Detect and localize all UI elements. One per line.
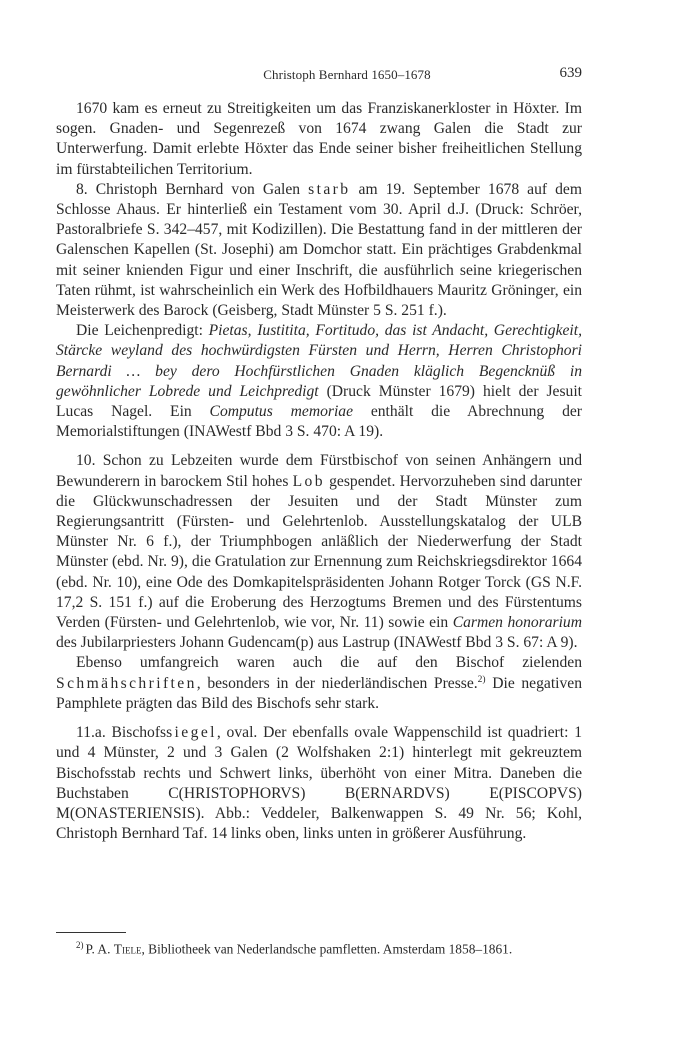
paragraph-praise (56, 451, 582, 653)
paragraph-funeral-sermon (56, 321, 582, 442)
text-run: am 19. September 1678 auf dem Schlosse Ahaus. Er hinterließ ein Testament vom 30. April d.J. (Druck: Schröer, Pastoralbriefe S. 342–457, mit Kodizillen). Die Bestattung fand in der mittleren der Galenschen Kapellen (St. Josephi) am Domchor statt. Ein prächtiges Grabdenkmal mit seiner knienden Figur und einer Inschrift, die ausführlich seine kriegerischen Taten rühmt, ist wahrscheinlich ein Werk des Hofbildhauers Mauritz Gröninger, ein Meisterwerk des Barock (Geisberg, Stadt Münster 5 S. 251 f.). (56, 180, 582, 320)
sermon-title: Pietas, Iustitita, Fortitudo, das ist Andacht, Gerechtigkeit, Stärcke weyland des hochwürdigsten Fürsten und Herrn, Herren Christophori Bernardi … bey dero Hochfürstlichen Gnaden kläglich Begencknüß in gewöhnlicher Lobrede und Leichpredigt (56, 322, 582, 400)
text-run: P. A. (85, 941, 114, 957)
paragraph-hoexter: 1670 kam es erneut zu Streitigkeiten um das Franziskanerkloster in Höxter. Im sogen. Gnaden- und Segenrezeß von 1674 zwang Galen die Stadt zur Unterwerfung. Damit erlebte Höxter das Ende seiner bisher freiheitlichen Stellung im fürstabteilichen Territorium. (56, 100, 582, 178)
running-head: Christoph Bernhard 1650–1678 (263, 67, 431, 82)
paragraph-death (56, 180, 582, 321)
text-run: Ebenso umfangreich waren auch die auf den Bischof zielenden (76, 654, 582, 672)
text-run: (Druck Münster 1679) hielt der Jesuit Lucas Nagel. Ein (56, 382, 582, 421)
computus-title: Computus memoriae (209, 403, 353, 421)
author-name: Tiele (113, 941, 142, 957)
spaced-term-schmaehschriften: Schmähschriften (56, 674, 197, 692)
footnote-divider (56, 932, 126, 933)
spaced-term-lob: Lob (292, 472, 325, 490)
text-run: , Bibliotheek van Nederlandsche pamfletten. Amsterdam 1858–1861. (141, 941, 513, 957)
text-run: gespendet. Hervorzuheben sind darunter die Glückwunschadressen der Jesuiten und der Stadt Münster zum Regierungsantritt (Fürsten- und Gelehrtenlob. Ausstellungskatalog der ULB Münster Nr. 6 f.), der Triumphbogen anläßlich der Niederwerfung der Stadt Münster (ebd. Nr. 9), die Gratulation zur Ernennung zum Reichskriegsdirektor 1664 (ebd. Nr. 10), eine Ode des Domkapitelspräsidenten Johann Rotger Torck (GS N.F. 17,2 S. 151 f.) auf die Eroberung des Herzogtums Bremen und des Fürstentums Verden (Fürsten- und Gelehrtenlob, wie vor, Nr. 11) sowie ein (56, 472, 583, 632)
footnote-reference[interactable]: 2) (477, 674, 486, 685)
page-number: 639 (559, 65, 582, 81)
text-run: Die negativen Pamphlete prägten das Bild des Bischofs sehr stark. (56, 674, 582, 712)
footnote (76, 936, 582, 958)
spaced-term-starb: starb (308, 180, 351, 198)
text-run: , oval. Der ebenfalls ovale Wappenschild ist quadriert: 1 und 4 Münster, 2 und 3 Galen (2 Wolfshaken 2:1) hinterlegt mit gekreuztem Bischofsstab rechts und Schwert links, überhöht von einer Mitra. Daneben die Buchstaben C(HRISTOPHORVS) B(ERNARDVS) E(PISCOPVS) M(ONASTERIENSIS). Abb.: Veddeler, Balkenwappen S. 49 Nr. 56; Kohl, Christoph Bernhard Taf. 14 links oben, links unten in größerer Ausführung. (56, 724, 582, 843)
page-header (112, 66, 582, 86)
carmen-title: Carmen honorarium (452, 614, 582, 632)
text-run: 11.a. Bischofs (76, 724, 167, 742)
text-run: 10. Schon zu Lebzeiten wurde dem Fürstbischof von seinen Anhängern und Bewunderern in barockem Stil hohes (56, 452, 582, 490)
footnote-mark: 2) (76, 940, 84, 950)
text-run: enthält die Abrechnung der Memorialstiftungen (INAWestf Bbd 3 S. 470: A 19). (56, 403, 582, 441)
text-run: 8. Christoph Bernhard von Galen (76, 180, 309, 198)
body-text (56, 99, 582, 844)
paragraph-seal (56, 723, 582, 844)
text-run: Die Leichenpredigt: (76, 322, 209, 340)
spaced-term-siegel: siegel (166, 724, 217, 742)
paragraph-pamphlets (56, 653, 582, 714)
text-run: , besonders in der niederländischen Presse. (196, 674, 478, 692)
text-run: des Jubilarpriesters Johann Gudencam(p) aus Lastrup (INAWestf Bbd 3 S. 67: A 9). (56, 634, 578, 652)
